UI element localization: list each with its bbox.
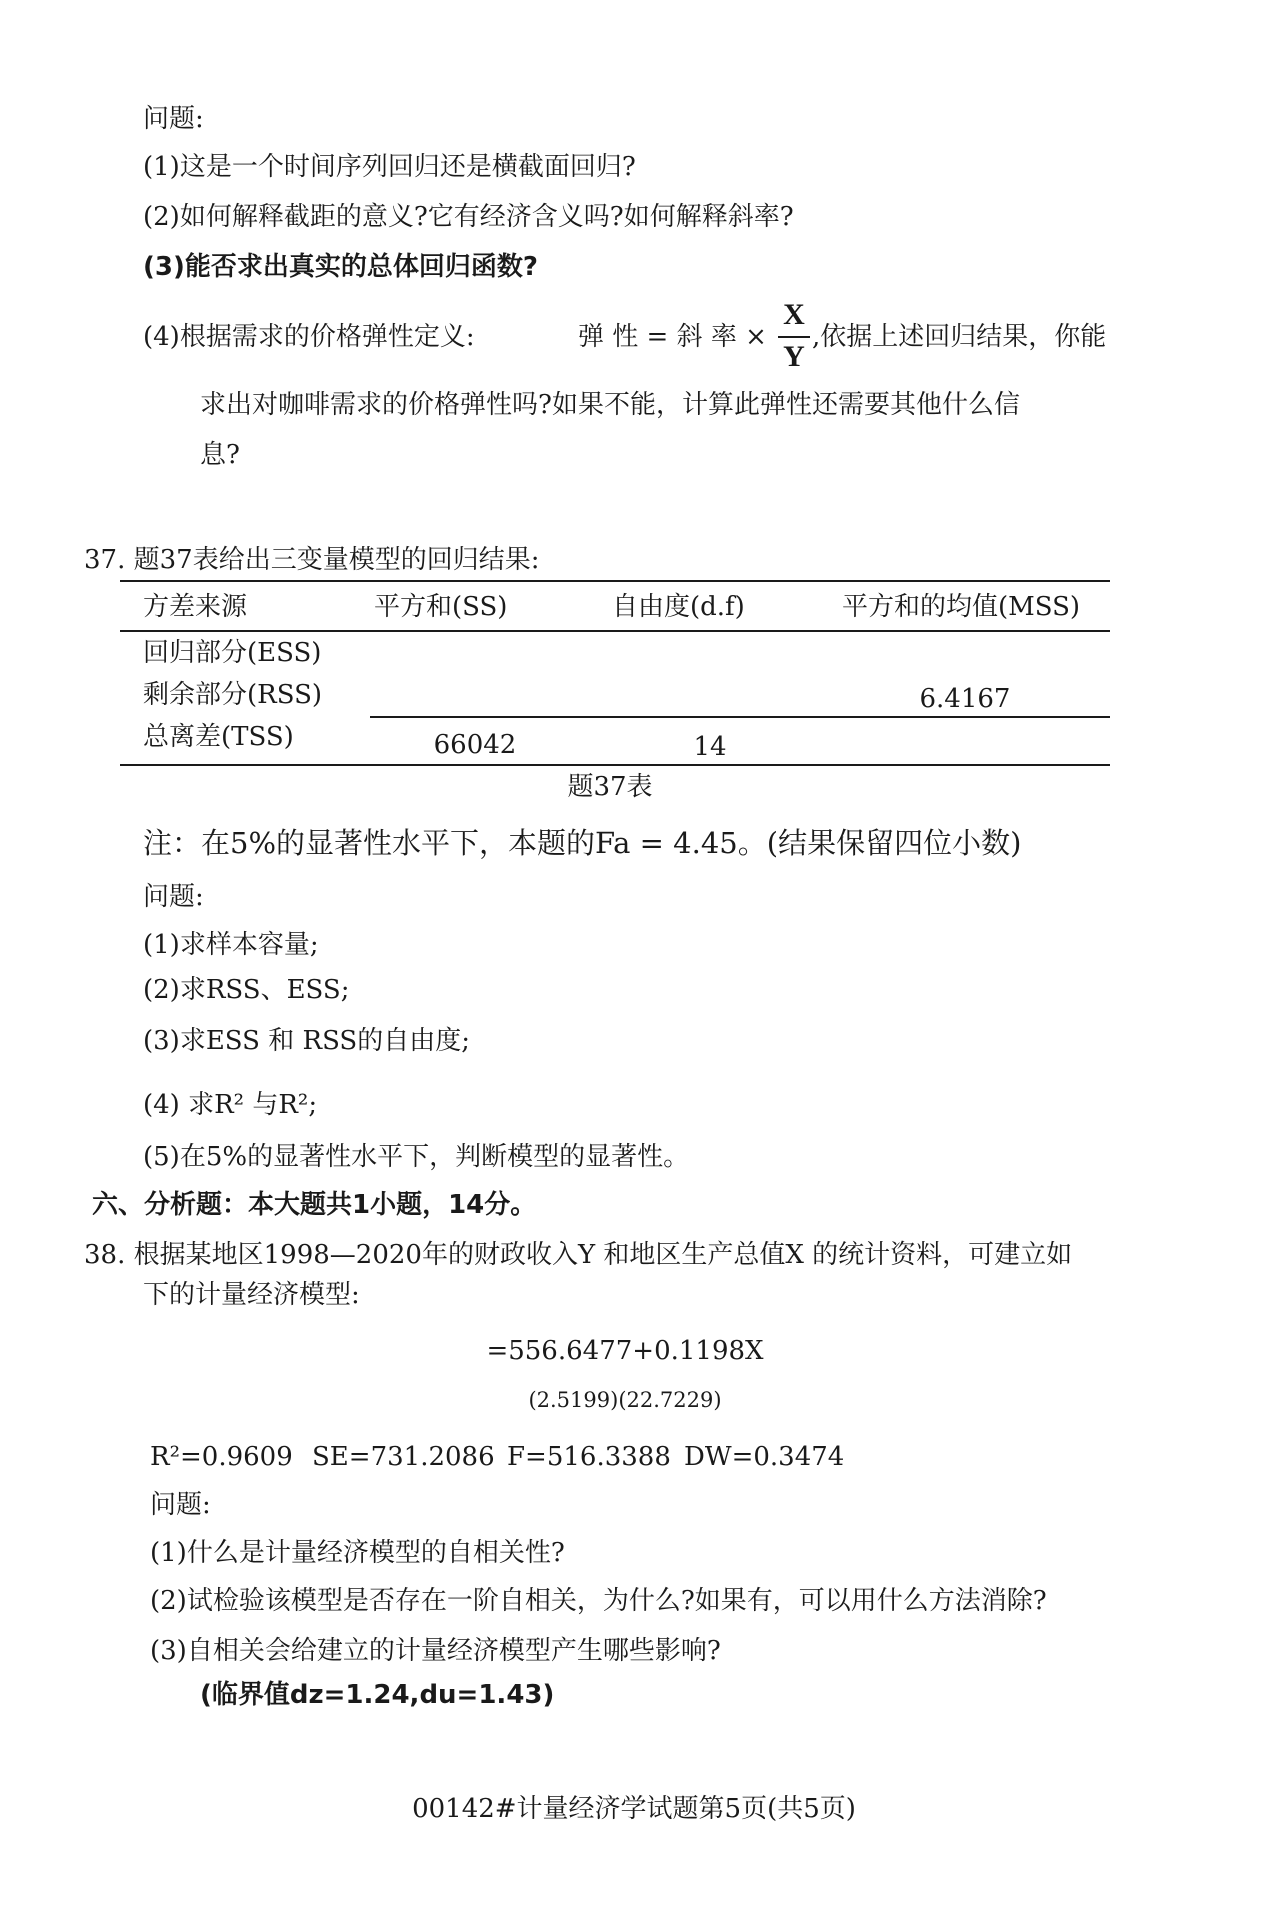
q38-t-statistics: (2.5199)(22.7229) (528, 1388, 722, 1412)
q38-line-2: 下的计量经济模型: (143, 1280, 360, 1310)
table-bottom-rule (120, 764, 1110, 766)
q36-item-4-suffix: ,依据上述回归结果，你能 (812, 322, 1107, 352)
q36-item-3: (3)能否求出真实的总体回归函数? (143, 252, 538, 282)
q36-item-4-line3: 息? (200, 440, 240, 470)
q38-item-3: (3)自相关会给建立的计量经济模型产生哪些影响? (150, 1636, 721, 1666)
fraction-denominator: Y (783, 340, 805, 373)
q38-item-1: (1)什么是计量经济模型的自相关性? (150, 1538, 565, 1568)
q38-stat-dw: DW=0.3474 (684, 1442, 845, 1472)
q38-equation: =556.6477+0.1198X (486, 1336, 764, 1366)
table-row-tss-source: 总离差(TSS) (143, 722, 294, 752)
q37-item-1: (1)求样本容量; (143, 930, 319, 960)
q36-item-4-formula: 弹 性 = 斜 率 × (578, 322, 767, 352)
page-footer: 00142#计量经济学试题第5页(共5页) (412, 1794, 856, 1824)
table-header-df: 自由度(d.f) (612, 592, 745, 622)
fraction-numerator: X (783, 298, 805, 331)
table-row-rss-source: 剩余部分(RSS) (143, 680, 323, 710)
q37-note: 注：在5%的显著性水平下，本题的Fa = 4.45。(结果保留四位小数) (143, 826, 1022, 860)
q37-item-5: (5)在5%的显著性水平下，判断模型的显著性。 (143, 1142, 690, 1172)
q38-item-2: (2)试检验该模型是否存在一阶自相关，为什么?如果有，可以用什么方法消除? (150, 1586, 1047, 1616)
q37-intro: 37. 题37表给出三变量模型的回归结果: (84, 545, 540, 575)
fraction-bar (778, 336, 810, 338)
q36-heading: 问题: (143, 104, 204, 134)
q38-heading: 问题: (150, 1490, 211, 1520)
table-header-source: 方差来源 (143, 592, 248, 622)
table-header-mss: 平方和的均值(MSS) (842, 592, 1081, 622)
q38-stat-r2: R²=0.9609 (150, 1442, 293, 1472)
q36-item-2: (2)如何解释截距的意义?它有经济含义吗?如何解释斜率? (143, 202, 794, 232)
table-row-tss-ss: 66042 (433, 730, 517, 760)
q37-item-4: (4) 求R² 与R²; (143, 1090, 318, 1120)
q38-line-1: 38. 根据某地区1998—2020年的财政收入Y 和地区生产总值X 的统计资料，可建立如 (84, 1240, 1073, 1270)
q38-critical-values: (临界值dz=1.24,du=1.43) (200, 1680, 555, 1710)
table-inner-rule (370, 716, 1110, 718)
q38-stat-se: SE=731.2086 (312, 1442, 495, 1472)
q36-item-4-line2: 求出对咖啡需求的价格弹性吗?如果不能，计算此弹性还需要其他什么信 (200, 390, 1020, 420)
q36-item-4-prefix: (4)根据需求的价格弹性定义: (143, 322, 475, 352)
table-header-ss: 平方和(SS) (374, 592, 508, 622)
table-row-ess-source: 回归部分(ESS) (143, 638, 322, 668)
q37-item-2: (2)求RSS、ESS; (143, 975, 350, 1005)
q37-heading: 问题: (143, 882, 204, 912)
table-caption: 题37表 (567, 772, 653, 802)
table-header-rule (120, 630, 1110, 632)
q36-item-1: (1)这是一个时间序列回归还是横截面回归? (143, 152, 636, 182)
table-row-rss-mss: 6.4167 (919, 684, 1011, 714)
table-top-rule (120, 580, 1110, 582)
section-6-title: 六、分析题：本大题共1小题，14分。 (92, 1190, 537, 1220)
table-row-tss-df: 14 (693, 732, 727, 762)
q37-item-3: (3)求ESS 和 RSS的自由度; (143, 1026, 471, 1056)
q38-stat-f: F=516.3388 (507, 1442, 671, 1472)
